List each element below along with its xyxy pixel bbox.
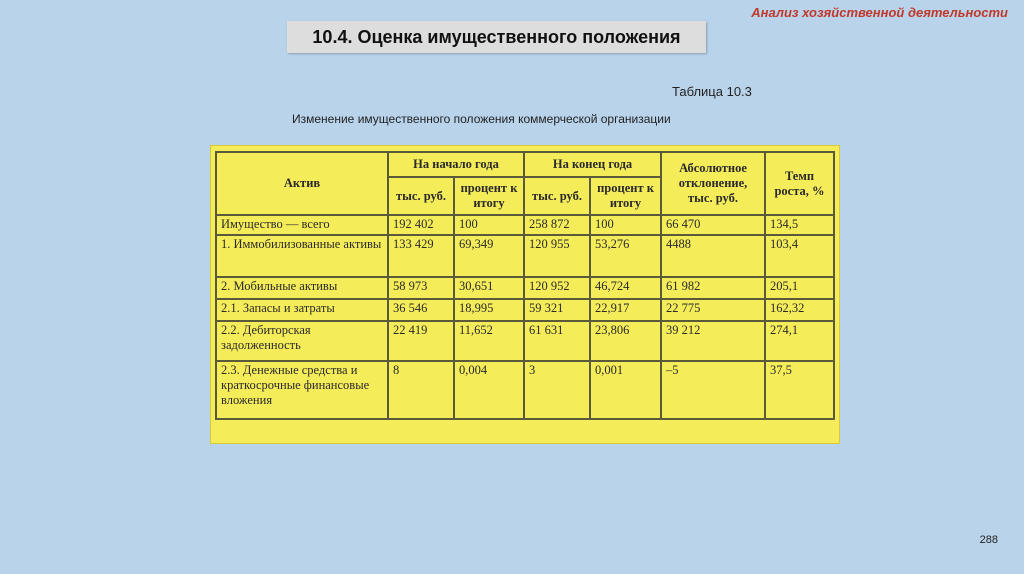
cell-start-percent: 18,995 [454,299,524,321]
cell-end-percent: 23,806 [590,321,661,361]
table-row [216,215,834,235]
cell-start-thousands: 22 419 [388,321,454,361]
row-label: 2.1. Запасы и затраты [216,299,388,321]
cell-end-thousands: 61 631 [524,321,590,361]
table-row [216,299,834,321]
cell-rate: 205,1 [765,277,834,299]
section-header-tag: Анализ хозяйственной деятельности [751,5,1008,20]
cell-rate: 134,5 [765,215,834,235]
row-label: 2.3. Денежные средства и краткосрочные финансовые вложения [216,361,388,419]
cell-rate: 274,1 [765,321,834,361]
cell-start-percent: 0,004 [454,361,524,419]
table-number: Таблица 10.3 [672,84,752,99]
cell-rate: 162,32 [765,299,834,321]
cell-absolute: –5 [661,361,765,419]
cell-end-thousands: 120 952 [524,277,590,299]
cell-start-percent: 30,651 [454,277,524,299]
cell-rate: 37,5 [765,361,834,419]
cell-start-thousands: 133 429 [388,235,454,277]
cell-absolute: 22 775 [661,299,765,321]
header-end-of-year: На конец года [524,152,661,177]
cell-end-thousands: 258 872 [524,215,590,235]
header-start-thousands: тыс. руб. [388,177,454,215]
cell-start-thousands: 36 546 [388,299,454,321]
cell-end-thousands: 3 [524,361,590,419]
cell-end-percent: 0,001 [590,361,661,419]
row-label: 2.2. Дебиторская задолженность [216,321,388,361]
header-absolute-deviation: Абсолютное отклонение, тыс. руб. [661,152,765,215]
slide-title-text: 10.4. Оценка имущественного положения [312,26,681,47]
cell-start-percent: 11,652 [454,321,524,361]
cell-rate: 103,4 [765,235,834,277]
table-row [216,361,834,419]
cell-absolute: 66 470 [661,215,765,235]
cell-start-percent: 100 [454,215,524,235]
row-label: 2. Мобильные активы [216,277,388,299]
header-aktiv: Актив [216,152,388,215]
cell-end-percent: 22,917 [590,299,661,321]
table-row [216,321,834,361]
assets-table [215,151,835,420]
row-label: Имущество — всего [216,215,388,235]
page-number: 288 [979,534,998,546]
table-panel [210,145,840,444]
cell-start-thousands: 192 402 [388,215,454,235]
table-row [216,277,834,299]
cell-end-thousands: 120 955 [524,235,590,277]
cell-end-percent: 46,724 [590,277,661,299]
row-label: 1. Иммобилизованные активы [216,235,388,277]
table-caption: Изменение имущественного положения коммерческой организации [292,112,671,126]
cell-end-percent: 53,276 [590,235,661,277]
cell-absolute: 39 212 [661,321,765,361]
cell-end-thousands: 59 321 [524,299,590,321]
cell-start-thousands: 8 [388,361,454,419]
header-growth-rate: Темп роста, % [765,152,834,215]
cell-end-percent: 100 [590,215,661,235]
slide-title [287,21,706,53]
header-start-of-year: На начало года [388,152,524,177]
cell-absolute: 4488 [661,235,765,277]
header-end-thousands: тыс. руб. [524,177,590,215]
cell-absolute: 61 982 [661,277,765,299]
table-row [216,235,834,277]
cell-start-percent: 69,349 [454,235,524,277]
cell-start-thousands: 58 973 [388,277,454,299]
header-start-percent: процент к итогу [454,177,524,215]
header-end-percent: процент к итогу [590,177,661,215]
